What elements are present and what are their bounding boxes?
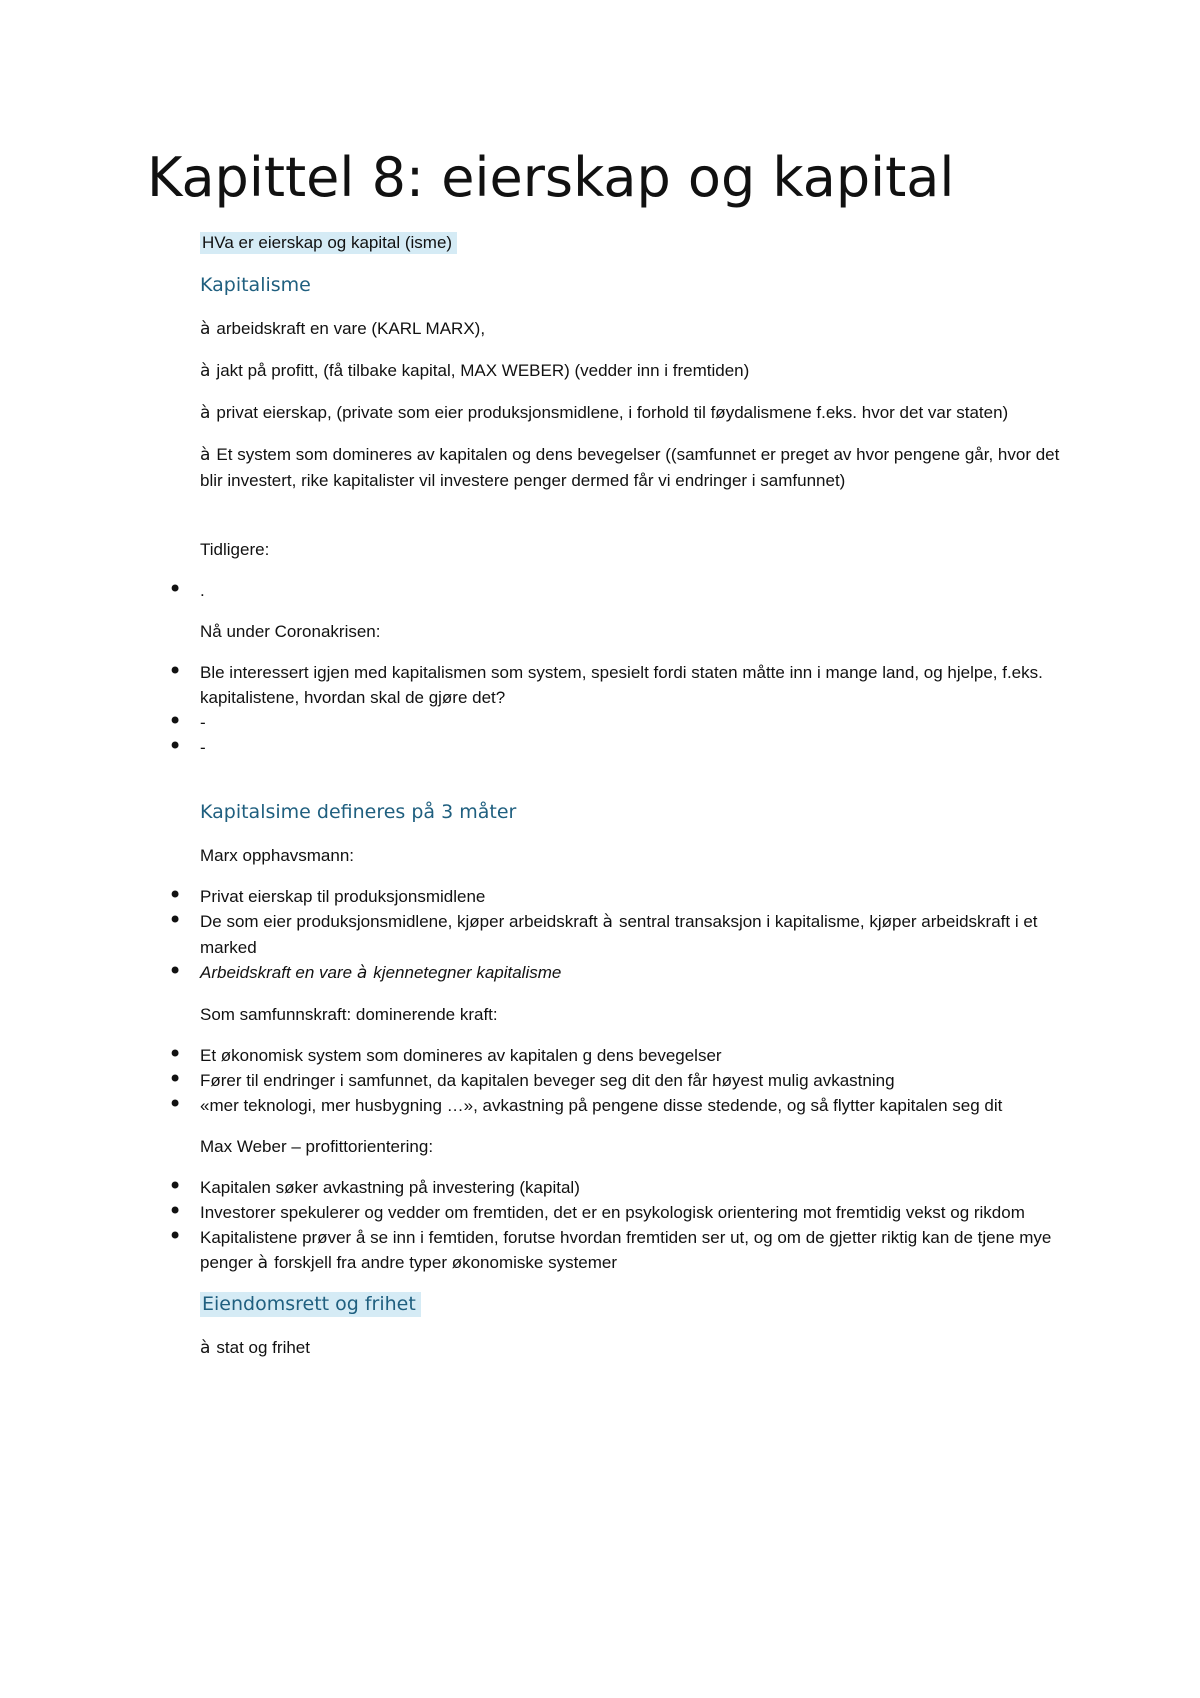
- arrow-icon: à: [602, 912, 613, 932]
- list-item-text: forskjell fra andre typer økonomiske systemer: [274, 1253, 618, 1272]
- weber-list: [200, 1175, 1080, 1276]
- heading-eiendomsrett-text: Eiendomsrett og frihet: [200, 1292, 421, 1317]
- arrow-icon: à: [200, 319, 211, 339]
- point-text: privat eierskap, (private som eier produksjonsmidlene, i forhold til føydalismene f.eks. hvor det var staten): [216, 403, 1009, 422]
- heading-kapitalisme: [200, 273, 1080, 298]
- list-item: • -: [200, 735, 1080, 760]
- heading-eiendomsrett: [200, 1292, 1080, 1317]
- list-item: • Investorer spekulerer og vedder om fremtiden, det er en psykologisk orientering mot fremtidig vekst og rikdom: [200, 1200, 1080, 1225]
- list-item-text: sentral transaksjon i kapitalisme, kjøper arbeidskraft i et marked: [200, 912, 1038, 957]
- intro-highlight: HVa er eierskap og kapital (isme): [200, 232, 457, 254]
- list-item: • Et økonomisk system som domineres av kapitalen g dens bevegelser: [200, 1043, 1080, 1068]
- corona-list: [200, 660, 1080, 760]
- list-item-text: kjennetegner kapitalisme: [373, 963, 562, 982]
- list-item-text: De som eier produksjonsmidlene, kjøper arbeidskraft: [200, 912, 598, 931]
- point-text: stat og frihet: [216, 1338, 310, 1357]
- corona-label: Nå under Coronakrisen:: [200, 622, 381, 641]
- arrow-icon: à: [200, 403, 211, 423]
- samfunn-list: [200, 1043, 1080, 1118]
- document-body: [200, 230, 1080, 1361]
- arrow-icon: à: [200, 445, 211, 465]
- heading-definisjoner: [200, 800, 1080, 825]
- list-item: • .: [200, 578, 1080, 603]
- kapitalisme-point: [200, 400, 1080, 426]
- arrow-icon: à: [200, 1338, 211, 1358]
- list-item: • Ble interessert igjen med kapitalismen som system, spesielt fordi staten måtte inn i mange land, og hjelpe, f.eks. kapitalistene, hvordan skal de gjøre det?: [200, 660, 1080, 710]
- list-item: • Fører til endringer i samfunnet, da kapitalen beveger seg dit den får høyest mulig avkastning: [200, 1068, 1080, 1093]
- list-item: • «mer teknologi, mer husbygning …», avkastning på pengene disse stedende, og så flytter kapitalen seg dit: [200, 1093, 1080, 1118]
- list-item-text: Kapitalistene prøver å se inn i femtiden, forutse hvordan fremtiden ser ut, og om de gjetter riktig kan de tjene mye penger: [200, 1228, 1052, 1272]
- tidligere-label: Tidligere:: [200, 540, 270, 559]
- arrow-icon: à: [257, 1253, 269, 1273]
- point-text: jakt på profitt, (få tilbake kapital, MAX WEBER) (vedder inn i fremtiden): [216, 361, 750, 380]
- arrow-icon: à: [200, 361, 211, 381]
- heading-definisjoner-text: Kapitalsime defineres på 3 måter: [200, 801, 517, 823]
- samfunn-label: Som samfunnskraft: dominerende kraft:: [200, 1005, 498, 1024]
- list-item: [200, 909, 1080, 960]
- marx-list: [200, 884, 1080, 986]
- tidligere-list: [200, 578, 1080, 603]
- eiendomsrett-point: [200, 1335, 1080, 1361]
- arrow-icon: à: [356, 963, 368, 983]
- heading-kapitalisme-text: Kapitalisme: [200, 274, 311, 296]
- list-item: [200, 1225, 1080, 1276]
- kapitalisme-point: [200, 316, 1080, 342]
- kapitalisme-point: [200, 358, 1080, 384]
- list-item: [200, 960, 1080, 986]
- marx-label: Marx opphavsmann:: [200, 846, 355, 865]
- point-text: Et system som domineres av kapitalen og dens bevegelser ((samfunnet er preget av hvor pengene går, hvor det blir investert, rike kapitalister vil investere penger dermed får vi endringer i samfunnet): [200, 445, 1060, 490]
- list-item: • Privat eierskap til produksjonsmidlene: [200, 884, 1080, 909]
- point-text: arbeidskraft en vare (KARL MARX),: [216, 319, 486, 338]
- weber-label: Max Weber – profittorientering:: [200, 1137, 434, 1156]
- kapitalisme-point: [200, 442, 1080, 493]
- list-item: • Kapitalen søker avkastning på investering (kapital): [200, 1175, 1080, 1200]
- list-item-text: Arbeidskraft en vare: [200, 963, 353, 982]
- intro-paragraph: [200, 230, 1080, 255]
- document-title: Kapittel 8: eierskap og kapital: [147, 146, 955, 209]
- list-item: • -: [200, 710, 1080, 735]
